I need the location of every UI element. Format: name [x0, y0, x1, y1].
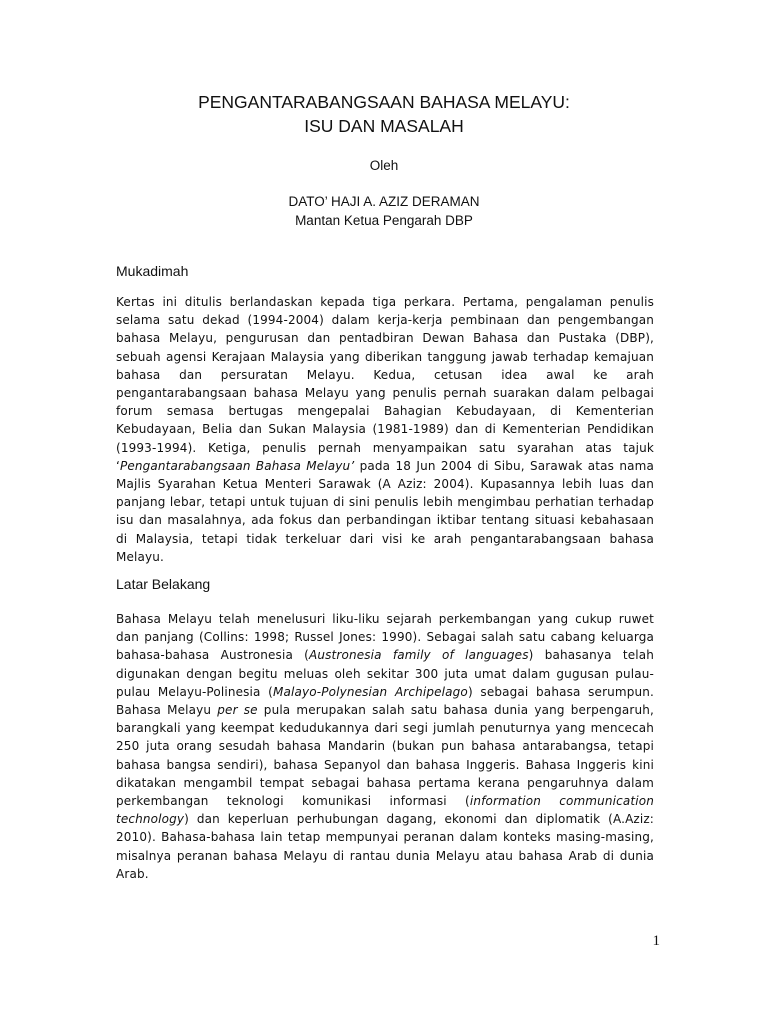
italic-term: per se — [217, 703, 258, 718]
italic-term: information communication technology — [116, 794, 654, 827]
author-name: DATO’ HAJI A. AZIZ DERAMAN — [288, 194, 480, 209]
paragraph-text: Bahasa Melayu telah menelusuri liku-liku sejarah perkembangan yang cukup ruwet dan panjang (Collins: 1998; Russel Jones: 1990). Sebagai salah satu cabang keluarga bahasa-bahasa Austronesia ( — [116, 612, 654, 663]
paragraph-text: ) sebagai bahasa serumpun. Bahasa Melayu — [116, 684, 654, 718]
document-title-line-2: ISU DAN MASALAH — [304, 116, 464, 136]
author-role: Mantan Ketua Pengarah DBP — [295, 213, 473, 228]
italic-title-text: Pengantarabangsaan Bahasa Melayu’ — [119, 458, 355, 473]
section-heading-mukadimah: Mukadimah — [116, 263, 189, 279]
section-heading-latar-belakang: Latar Belakang — [116, 576, 211, 592]
paragraph-text: Kertas ini ditulis berlandaskan kepada tiga perkara. Pertama, pengalaman penulis selama satu dekad (1994-2004) dalam kerja-kerja pembinaan dan pengembangan bahasa Melayu, pengurusan dan pentadbiran Dewan Bahasa dan Pustaka (DBP), sebuah agensi Kerajaan Malaysia yang diberikan tanggung jawab terhadap kemajuan bahasa dan persuratan Melayu. Kedua, cetusan idea awal ke arah pengantarabangsaan bahasa Melayu yang penulis pernah suarakan dalam pelbagai forum semasa bertugas mengepalai Bahagian Kebudayaan, di Kementerian Kebudayaan, Belia dan Sukan Malaysia (1981-1989) dan di Kementerian Pendidikan (1993-1994). Ketiga, penulis pernah menyampaikan satu syarahan atas tajuk ‘ — [116, 295, 654, 473]
paragraph-text: ) dan keperluan perhubungan dagang, ekonomi dan diplomatik (A.Aziz: 2010). Bahasa-bahasa lain tetap mempunyai peranan dalam konteks masing-masing, misalnya peranan bahasa Melayu di rantau dunia Melayu atau bahasa Arab di dunia Arab. — [116, 812, 654, 881]
paragraph-latar-belakang — [116, 610, 654, 883]
italic-term: Malayo-Polynesian Archipelago — [273, 684, 468, 699]
italic-term: Austronesia family of languages — [309, 648, 529, 663]
paragraph-text: pula merupakan salah satu bahasa dunia yang berpengaruh, barangkali yang keempat kedudukannya dari segi jumlah penuturnya yang mencecah 250 juta orang sesudah bahasa Mandarin (bukan pun bahasa antarabangsa, tetapi bahasa bangsa sendiri), bahasa Sepanyol dan bahasa Inggeris. Bahasa Inggeris kini dikatakan mengambil tempat sebagai bahasa pertama kerana pengaruhnya dalam perkembangan teknologi komunikasi informasi ( — [116, 703, 654, 809]
paragraph-mukadimah — [116, 293, 654, 566]
paragraph-text: pada 18 Jun 2004 di Sibu, Sarawak atas nama Majlis Syarahan Ketua Menteri Sarawak (A Aziz: 2004). Kupasannya lebih luas dan panjang lebar, tetapi untuk tujuan di sini penulis lebih mengimbau perhatian terhadap isu dan masalahnya, ada fokus dan perbandingan iktibar tentang situasi kebahasaan di Malaysia, tetapi tidak terkeluar dari visi ke arah pengantarabangsaan bahasa Melayu. — [116, 458, 654, 564]
page-number: 1 — [652, 933, 660, 949]
document-title-line-1: PENGANTARABANGSAAN BAHASA MELAYU: — [198, 92, 570, 112]
paragraph-text: ) bahasanya telah digunakan dengan begitu meluas oleh sekitar 300 juta umat dalam gugusan pulau-pulau Melayu-Polinesia ( — [116, 648, 654, 699]
by-label: Oleh — [369, 158, 399, 173]
